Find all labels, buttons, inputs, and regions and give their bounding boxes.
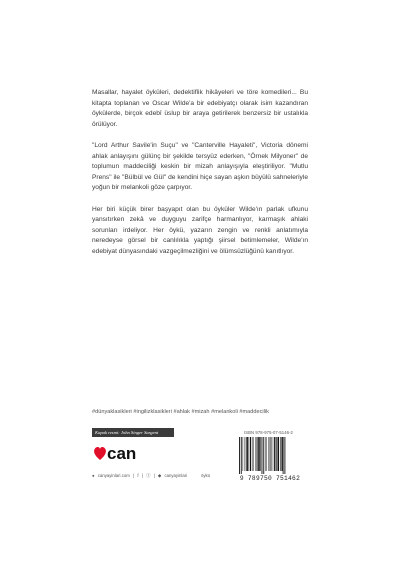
barcode-guard-bar: [284, 437, 285, 474]
barcode-bar: [282, 437, 283, 471]
twitter-icon: ◆: [157, 473, 162, 478]
blurb-paragraph-2: "Lord Arthur Savile'in Suçu" ve "Canterville Hayaleti", Victoria dönemi ahlak anlayışını gülünç bir şekilde tersyüz ederken, "Örnek Milyoner" de toplumun maddeciliği keskin bir mizah anlayışıyla eleştiriliyor. "Mutlu Prens" ile "Bülbül ve Gül" de kendini hiçe sayan aşkın büyülü sahneleriyle yoğun bir melankoli göze çarpıyor.: [92, 141, 308, 192]
blurb-paragraph-1: Masallar, hayalet öyküleri, dedektiflik hikâyeleri ve töre komedileri... Bu kitapta toplanan ve Oscar Wilde'a bir edebiyatçı olarak isim kazandıran öykülerde, birçok edebî üslup bir araya getirilerek benzersiz bir ustalıkla örülüyor.: [92, 89, 308, 128]
barcode-bar: [278, 437, 279, 471]
facebook-icon: f: [137, 473, 139, 478]
instagram-icon: Ⓘ: [146, 473, 151, 478]
barcode-guard-bar: [241, 437, 242, 474]
globe-icon: ●: [92, 473, 95, 478]
barcode-bar: [250, 437, 251, 471]
blurb-paragraph-3: Her biri küçük birer başyapıt olan bu öyküler Wilde'ın parlak ufkunu yansıtırken zekâ ve duyguyu zarifçe harmanlıyor, karmaşık ahlaki sorunları irdeliyor. Her öykü, yazarın zengin ve renkli anlatımıyla neredeyse görsel bir canlılıkla yaptığı şiirsel betimlemeler, Wilde'ın edebiyat dünyasındaki vazgeçilmezliğini ve ölümsüzlüğünü kanıtlıyor.: [92, 205, 308, 255]
barcode-guard-bar: [262, 437, 263, 474]
barcode-guard-bar: [283, 437, 284, 474]
divider: |: [153, 473, 155, 478]
barcode-bar: [246, 437, 247, 471]
barcode-digits: 9 789750 751462: [239, 475, 301, 482]
barcode-bar: [274, 437, 275, 471]
barcode: [232, 437, 308, 483]
barcode-bar: [270, 437, 271, 471]
hashtags: #dünyaklasikleri #ingilizklasikleri #ahlak #mizah #melankoli #maddecilik: [92, 409, 269, 415]
barcode-bar: [259, 437, 260, 471]
barcode-guard-bar: [263, 437, 264, 474]
social-handle: canyayinlari: [164, 473, 188, 478]
barcode-bar: [247, 437, 248, 471]
website-text: canyayinlari.com: [97, 473, 130, 478]
barcode-guard-bar: [239, 437, 240, 474]
cover-credit-text: Kapak resmi: John Singer Sargent: [95, 429, 159, 435]
can-logo: [92, 441, 142, 465]
barcode-bar: [257, 437, 258, 471]
genre-label: öykü: [201, 473, 211, 478]
barcode-bars: [238, 437, 302, 475]
barcode-bar: [258, 437, 259, 471]
divider: |: [141, 473, 143, 478]
isbn-label: ISBN 978-975-07-5146-2: [244, 430, 293, 435]
divider: |: [133, 473, 135, 478]
barcode-bar: [280, 437, 281, 471]
logo-wordmark: can: [107, 444, 137, 463]
heart-icon: [94, 447, 106, 460]
blurb-text: [92, 88, 308, 268]
publisher-contact: [92, 473, 189, 479]
barcode-bar: [276, 437, 277, 471]
